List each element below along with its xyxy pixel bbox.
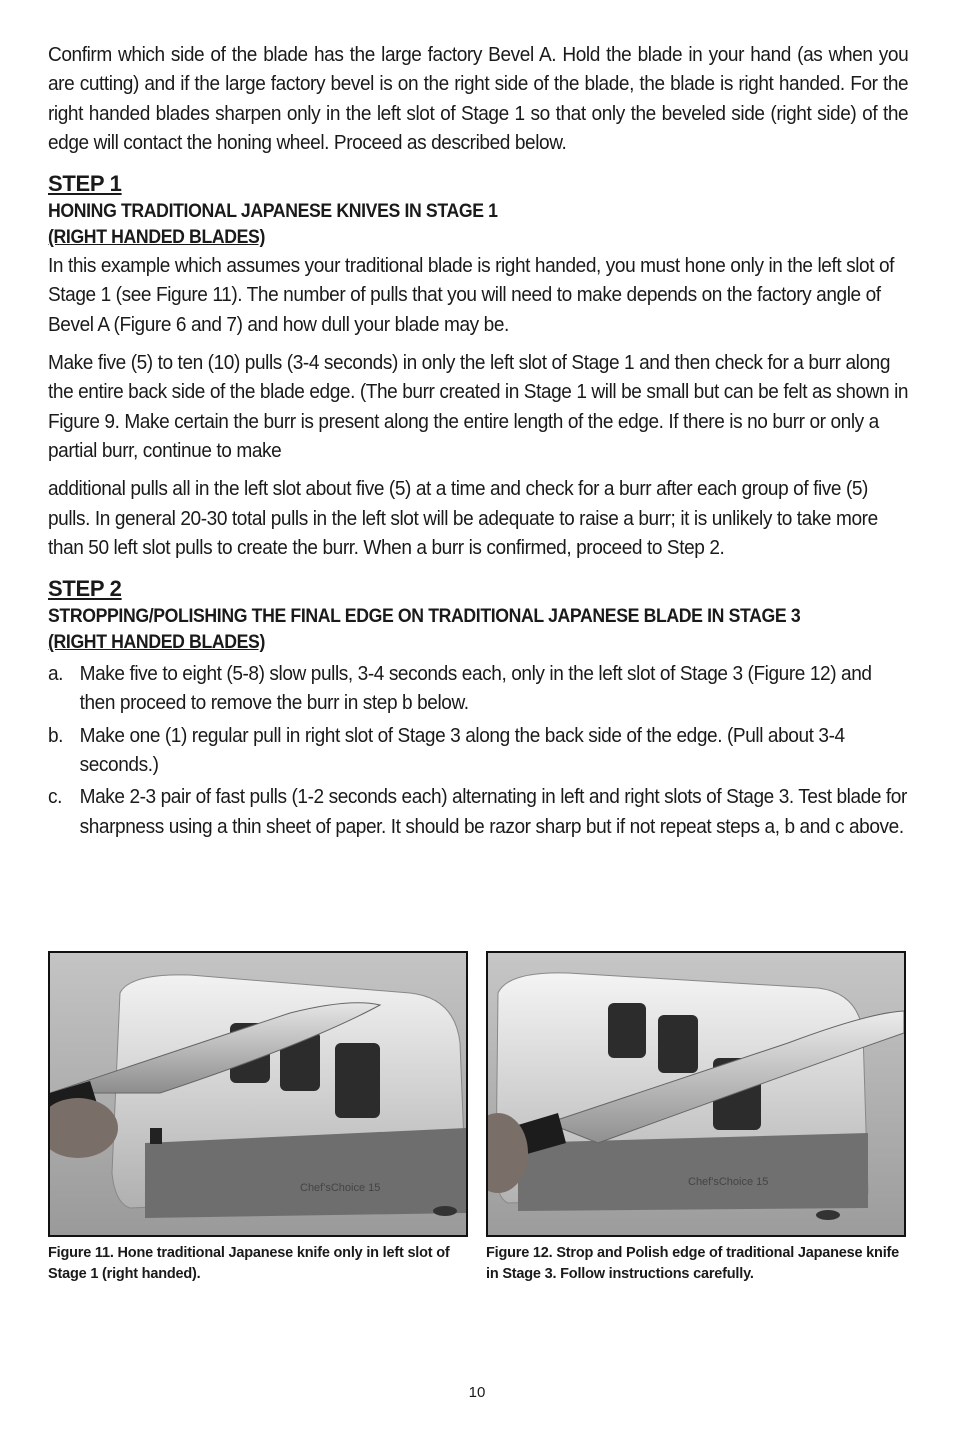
list-item-text: Make five to eight (5-8) slow pulls, 3-4 seconds each, only in the left slot of Stage 3 (Figure 12) and then proceed to remove the burr in step b below. (79, 662, 872, 715)
figure-12-brand-text: Chef'sChoice 15 (688, 1176, 769, 1188)
step1-subheading-line2: (RIGHT HANDED BLADES) (48, 227, 265, 249)
list-item (48, 782, 908, 841)
step2-subheading-line2: (RIGHT HANDED BLADES) (48, 632, 265, 654)
step2-heading: STEP 2 (48, 576, 122, 602)
figure-12-caption: Figure 12. Strop and Polish edge of traditional Japanese knife in Stage 3. Follow instructions carefully. (486, 1245, 900, 1282)
figure-11 (48, 951, 468, 1285)
step1-heading: STEP 1 (48, 171, 122, 197)
figure-11-photo (48, 951, 468, 1237)
step2-subheading (48, 604, 908, 656)
list-item-label: b. (48, 723, 64, 747)
manual-page (48, 40, 908, 841)
figures-row (48, 951, 906, 1291)
step1-paragraph-3: additional pulls all in the left slot about five (5) at a time and check for a burr after each group of five (5) pulls. In general 20-30 total pulls in the left slot will be adequate to raise a burr; it is unlikely to take more than 50 left slot pulls to create the burr. When a burr is confirmed, proceed to Step 2. (48, 477, 878, 559)
figure-11-caption: Figure 11. Hone traditional Japanese knife only in left slot of Stage 1 (right handed). (48, 1245, 450, 1282)
step1-paragraph-1: In this example which assumes your traditional blade is right handed, you must hone only in the left slot of Stage 1 (see Figure 11). The number of pulls that you will need to make depends on the factory angle of Bevel A (Figure 6 and 7) and how dull your blade may be. (48, 254, 895, 336)
list-item-label: a. (48, 662, 64, 686)
page-number: 10 (468, 1384, 486, 1401)
list-item (48, 721, 908, 780)
list-item (48, 659, 908, 718)
step1-paragraph-2: Make five (5) to ten (10) pulls (3-4 seconds) in only the left slot of Stage 1 and then check for a burr along the entire back side of the blade edge. (The burr created in Stage 1 will be small but can be felt as shown in Figure 9. Make certain the burr is present along the entire length of the edge. If there is no burr or only a partial burr, continue to make (48, 351, 909, 462)
intro-paragraph: Confirm which side of the blade has the large factory Bevel A. Hold the blade in your hand (as when you are cutting) and if the large factory bevel is on the right side of the blade, the blade is right handed. For the right handed blades sharpen only in the left slot of Stage 1 so that only the beveled side (right side) of the edge will contact the honing wheel. Proceed as described below. (48, 43, 909, 154)
step1-subheading (48, 199, 908, 251)
figure-12-photo (486, 951, 906, 1237)
figure-11-brand-text: Chef'sChoice 15 (300, 1182, 381, 1194)
step1-subheading-line1: HONING TRADITIONAL JAPANESE KNIVES IN STAGE 1 (48, 201, 498, 223)
list-item-text: Make one (1) regular pull in right slot of Stage 3 along the back side of the edge. (Pull about 3-4 seconds.) (79, 723, 845, 777)
figure-12 (486, 951, 906, 1285)
list-item-text: Make 2-3 pair of fast pulls (1-2 seconds each) alternating in left and right slots of Stage 3. Test blade for sharpness using a thin sheet of paper. It should be razor sharp but if not repeat steps a, b and c above. (79, 785, 907, 838)
list-item-label: c. (48, 785, 62, 809)
step2-subheading-line1: STROPPING/POLISHING THE FINAL EDGE ON TRADITIONAL JAPANESE BLADE IN STAGE 3 (48, 606, 801, 628)
